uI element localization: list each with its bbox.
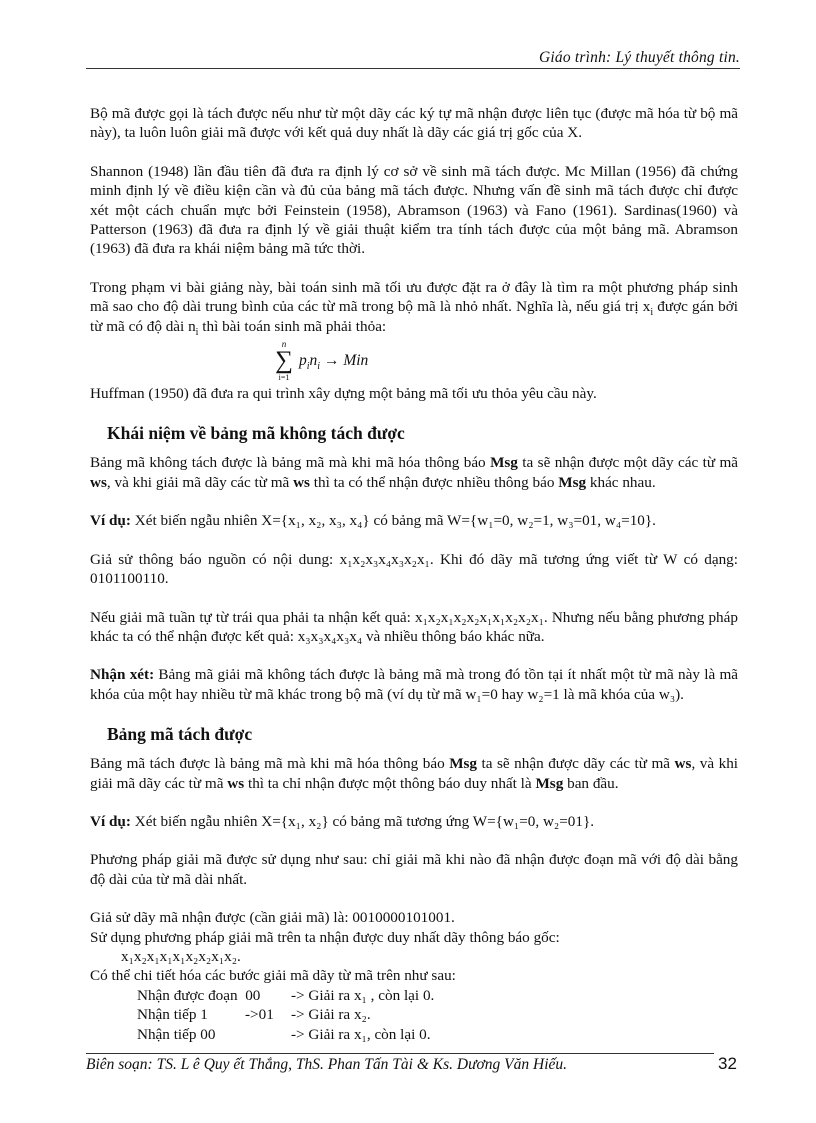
header-rule (86, 68, 740, 69)
paragraph-detail-steps: Có thể chi tiết hóa các bước giải mã dãy từ mã trên như sau: (90, 967, 456, 985)
sum-sign: ∑ (275, 347, 293, 375)
paragraph-source-message: Giả sử thông báo nguồn có nội dung: x₁x₂x₃x₄x₃x₂x₁. Khi đó dãy mã tương ứng viết từ W có dạng: 0101100110. (90, 550, 738, 588)
sum-formula (90, 339, 738, 383)
decode-step: Nhận tiếp 00 -> Giải ra x₁, còn lại 0. (137, 1025, 431, 1043)
paragraph-remark: Nhận xét: Bảng mã giải mã không tách được là bảng mã mà trong đó tồn tại ít nhất một từ mã này là mã khóa của một hay nhiều từ mã khác trong bộ mã (ví dụ từ mã w₁=0 hay w₂=1 là mã khóa của w₃). (90, 666, 739, 703)
paragraph-decode-result: Nếu giải mã tuần tự từ trái qua phải ta nhận kết quả: x₁x₂x₁x₂x₂x₁x₁x₂x₂x₁. Nhưng nếu bằng phương pháp khác ta có thể nhận được kết quả: x₃x₃x₄x₃x₄ và nhiều thông báo khác nữa. (90, 608, 738, 645)
page-number: 32 (718, 1054, 737, 1073)
sigma-block (273, 339, 295, 382)
sum-lower-limit: i=1 (278, 373, 290, 383)
paragraph-history: Shannon (1948) lần đầu tiên đã đưa ra định lý cơ sở về sinh mã tách được. Mc Millan (1956) đã chứng minh định lý về điều kiện cần và đủ của bảng mã tách được. Nhưng vấn đề sinh mã tách được chỉ được xét một cách chuẩn mực bởi Feinstein (1958), Abramson (1963) và Fano (1961). Sardinas(1960) và Patterson (1963) đã đưa ra định lý về giải thuật kiểm tra tính tách được của một bảng mã. Abramson (1963) đã đưa ra khái niệm bảng mã tức thời. (90, 162, 738, 258)
section-heading-separable: Bảng mã tách được (107, 724, 253, 745)
paragraph-non-separable-definition: Bảng mã không tách được là bảng mã mà khi mã hóa thông báo Msg ta sẽ nhận được một dãy các từ mã ws, và khi giải mã dãy các từ mã ws thì ta có thể nhận được nhiều thông báo Msg khác nhau. (90, 454, 739, 491)
paragraph-separable-table: Bảng mã tách được là bảng mã mà khi mã hóa thông báo Msg ta sẽ nhận được dãy các từ mã ws, và khi giải mã dãy các từ mã ws thì ta chỉ nhận được một thông báo duy nhất là Msg ban đầu. (90, 755, 739, 792)
paragraph-decode-method: Phương pháp giải mã được sử dụng như sau: chỉ giải mã khi nào đã nhận được đoạn mã với độ dài bằng độ dài của từ mã dài nhất. (90, 851, 738, 888)
sum-upper-limit: n (281, 339, 287, 350)
paragraph-optimal-problem: Trong phạm vi bài giảng này, bài toán sinh mã tối ưu được đặt ra ở đây là tìm ra một phương pháp sinh mã sao cho độ dài trung bình của các từ mã trong bộ mã là nhỏ nhất. Nghĩa là, nếu giá trị $x_i$ được gán bởi từ mã có độ dài $n_i$ thì bài toán sinh mã phải thỏa: (90, 278, 738, 338)
paragraph-example-1: Ví dụ: Xét biến ngẫu nhiên X={x₁, x₂, x₃, x₄} có bảng mã W={w₁=0, w₂=1, w₃=01, w₄=10}. (90, 512, 656, 530)
page-content (90, 104, 738, 1044)
paragraph-huffman: Huffman (1950) đã đưa ra qui trình xây dựng một bảng mã tối ưu thỏa yêu cầu này. (90, 385, 597, 403)
section-heading-non-separable: Khái niệm về bảng mã không tách được (107, 423, 405, 444)
original-message: x₁x₂x₁x₁x₁x₂x₂x₁x₂. (121, 947, 241, 965)
paragraph-example-2: Ví dụ: Xét biến ngẫu nhiên X={x₁, x₂} có bảng mã tương ứng W={w₁=0, w₂=01}. (90, 812, 595, 830)
paragraph-received-code: Giả sử dãy mã nhận được (cần giải mã) là: 0010000101001. (90, 909, 455, 927)
formula-body: $p_in_i$ → Min (299, 352, 369, 373)
decode-step: Nhận tiếp 1 ->01 -> Giải ra x₂. (137, 1006, 371, 1024)
decode-step: Nhận được đoạn 00 -> Giải ra x₁ , còn lại 0. (137, 986, 435, 1004)
page-footer-authors: Biên soạn: TS. L ê Quy ết Thắng, ThS. Phan Tấn Tài & Ks. Dương Văn Hiếu. (86, 1056, 568, 1073)
page-header: Giáo trình: Lý thuyết thông tin. (539, 49, 740, 66)
footer-rule (86, 1053, 714, 1054)
paragraph-using-method: Sử dụng phương pháp giải mã trên ta nhận được duy nhất dãy thông báo gốc: (90, 928, 560, 946)
paragraph-separable-definition: Bộ mã được gọi là tách được nếu như từ một dãy các ký tự mã nhận được liên tục (được mã hóa từ bộ mã này), ta luôn luôn giải mã được với kết quả duy nhất là dãy các giá trị gốc của X. (90, 105, 738, 142)
